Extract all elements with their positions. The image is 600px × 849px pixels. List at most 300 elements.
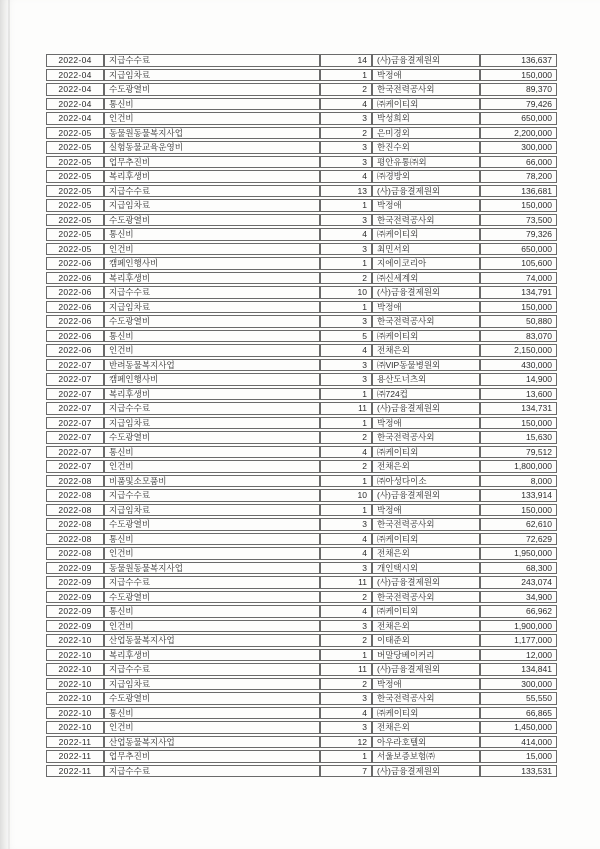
table-row [46,257,557,270]
cell-category: 업무추진비 [104,750,320,763]
table-row [46,692,557,705]
cell-month: 2022-04 [46,69,104,82]
cell-count: 11 [320,663,372,676]
cell-count: 5 [320,330,372,343]
cell-category: 수도광열비 [104,431,320,444]
cell-payee: 전채은외 [372,721,480,734]
cell-month: 2022-10 [46,663,104,676]
cell-count: 3 [320,692,372,705]
cell-count: 1 [320,417,372,430]
cell-amount: 66,000 [480,156,557,169]
cell-category: 동물원동물복지사업 [104,127,320,140]
cell-category: 인건비 [104,243,320,256]
cell-amount: 62,610 [480,518,557,531]
cell-payee: (사)금융결제원외 [372,663,480,676]
cell-category: 지급수수료 [104,765,320,778]
cell-month: 2022-07 [46,460,104,473]
cell-category: 통신비 [104,98,320,111]
cell-amount: 650,000 [480,112,557,125]
cell-category: 지급수수료 [104,489,320,502]
cell-month: 2022-06 [46,344,104,357]
cell-amount: 243,074 [480,576,557,589]
cell-payee: 전채은외 [372,344,480,357]
cell-month: 2022-04 [46,112,104,125]
cell-category: 지급수수료 [104,286,320,299]
cell-count: 4 [320,533,372,546]
cell-category: 산업동물복지사업 [104,634,320,647]
table-row [46,620,557,633]
cell-category: 수도광열비 [104,83,320,96]
cell-category: 인건비 [104,112,320,125]
cell-amount: 136,681 [480,185,557,198]
table-row [46,634,557,647]
table-row [46,678,557,691]
expense-ledger-table [46,52,557,779]
cell-count: 1 [320,388,372,401]
cell-category: 지급수수료 [104,54,320,67]
cell-count: 4 [320,170,372,183]
cell-count: 13 [320,185,372,198]
cell-count: 2 [320,83,372,96]
cell-payee: ㈜아성다이소 [372,475,480,488]
cell-payee: 한국전력공사외 [372,431,480,444]
cell-month: 2022-06 [46,330,104,343]
cell-amount: 150,000 [480,504,557,517]
table-row [46,272,557,285]
table-row [46,228,557,241]
cell-count: 1 [320,649,372,662]
cell-month: 2022-05 [46,228,104,241]
cell-month: 2022-10 [46,692,104,705]
cell-count: 4 [320,344,372,357]
cell-month: 2022-08 [46,547,104,560]
cell-payee: 용산도너츠외 [372,373,480,386]
table-row [46,649,557,662]
cell-amount: 15,630 [480,431,557,444]
cell-amount: 2,200,000 [480,127,557,140]
cell-payee: 한국전력공사외 [372,692,480,705]
cell-count: 1 [320,301,372,314]
cell-count: 2 [320,460,372,473]
cell-category: 캠페인행사비 [104,257,320,270]
cell-amount: 1,900,000 [480,620,557,633]
cell-category: 수도광열비 [104,692,320,705]
cell-payee: ㈜케이티외 [372,330,480,343]
cell-count: 1 [320,257,372,270]
cell-category: 지급수수료 [104,663,320,676]
cell-amount: 66,962 [480,605,557,618]
table-row [46,518,557,531]
table-row [46,605,557,618]
cell-amount: 134,731 [480,402,557,415]
cell-count: 1 [320,199,372,212]
table-row [46,170,557,183]
table-row [46,388,557,401]
cell-payee: ㈜724컵 [372,388,480,401]
table-row [46,591,557,604]
cell-category: 수도광열비 [104,518,320,531]
cell-month: 2022-11 [46,750,104,763]
cell-month: 2022-11 [46,765,104,778]
cell-amount: 34,900 [480,591,557,604]
cell-month: 2022-09 [46,620,104,633]
cell-count: 4 [320,707,372,720]
cell-category: 산업동물복지사업 [104,736,320,749]
cell-payee: 아우라호텔외 [372,736,480,749]
cell-payee: 박정애 [372,301,480,314]
table-row [46,301,557,314]
cell-month: 2022-11 [46,736,104,749]
cell-amount: 134,791 [480,286,557,299]
cell-payee: 전채은외 [372,547,480,560]
cell-amount: 8,000 [480,475,557,488]
cell-month: 2022-07 [46,431,104,444]
table-row [46,576,557,589]
cell-count: 12 [320,736,372,749]
table-row [46,460,557,473]
cell-category: 복리후생비 [104,170,320,183]
table-row [46,562,557,575]
cell-amount: 15,000 [480,750,557,763]
cell-amount: 79,426 [480,98,557,111]
cell-category: 실험동물교육운영비 [104,141,320,154]
cell-amount: 89,370 [480,83,557,96]
cell-payee: ㈜경방외 [372,170,480,183]
cell-payee: 박정애 [372,678,480,691]
cell-category: 복리후생비 [104,649,320,662]
cell-payee: 한진수외 [372,141,480,154]
cell-month: 2022-10 [46,721,104,734]
table-row [46,286,557,299]
cell-category: 수도광열비 [104,214,320,227]
cell-category: 지급임차료 [104,69,320,82]
cell-amount: 13,600 [480,388,557,401]
cell-amount: 414,000 [480,736,557,749]
table-row [46,547,557,560]
cell-count: 7 [320,765,372,778]
cell-month: 2022-06 [46,257,104,270]
cell-count: 3 [320,243,372,256]
cell-amount: 150,000 [480,301,557,314]
table-row [46,721,557,734]
cell-payee: 박성희외 [372,112,480,125]
cell-count: 3 [320,562,372,575]
cell-month: 2022-09 [46,605,104,618]
cell-payee: ㈜VIP동물병원외 [372,359,480,372]
cell-payee: 개인택시외 [372,562,480,575]
table-row [46,141,557,154]
cell-month: 2022-10 [46,707,104,720]
cell-count: 4 [320,228,372,241]
cell-payee: 한국전력공사외 [372,214,480,227]
cell-payee: (사)금융결제원외 [372,765,480,778]
cell-payee: 한국전력공사외 [372,518,480,531]
table-row [46,98,557,111]
cell-category: 수도광열비 [104,591,320,604]
cell-category: 수도광열비 [104,315,320,328]
cell-amount: 134,841 [480,663,557,676]
cell-month: 2022-05 [46,214,104,227]
cell-category: 반려동물복지사업 [104,359,320,372]
table-row [46,663,557,676]
cell-payee: ㈜케이티외 [372,605,480,618]
table-row [46,489,557,502]
table-row [46,156,557,169]
cell-payee: 한국전력공사외 [372,83,480,96]
cell-count: 4 [320,547,372,560]
cell-amount: 150,000 [480,199,557,212]
cell-count: 3 [320,315,372,328]
cell-category: 지급임차료 [104,417,320,430]
cell-category: 지급수수료 [104,185,320,198]
table-row [46,765,557,778]
cell-month: 2022-05 [46,141,104,154]
cell-amount: 68,300 [480,562,557,575]
cell-amount: 83,070 [480,330,557,343]
cell-month: 2022-09 [46,562,104,575]
table-row [46,243,557,256]
cell-payee: ㈜신세계외 [372,272,480,285]
cell-amount: 105,600 [480,257,557,270]
table-row [46,315,557,328]
cell-count: 11 [320,402,372,415]
table-row [46,359,557,372]
cell-month: 2022-07 [46,402,104,415]
table-row [46,330,557,343]
cell-count: 3 [320,214,372,227]
cell-payee: 서울보증보험㈜ [372,750,480,763]
cell-amount: 50,880 [480,315,557,328]
cell-month: 2022-05 [46,243,104,256]
cell-count: 1 [320,750,372,763]
cell-amount: 300,000 [480,678,557,691]
cell-month: 2022-05 [46,185,104,198]
cell-category: 지급임차료 [104,678,320,691]
cell-payee: 이태준외 [372,634,480,647]
cell-count: 2 [320,678,372,691]
cell-payee: 전채은외 [372,620,480,633]
cell-amount: 150,000 [480,417,557,430]
cell-category: 인건비 [104,460,320,473]
cell-category: 지급수수료 [104,402,320,415]
cell-payee: (사)금융결제원외 [372,402,480,415]
cell-amount: 150,000 [480,69,557,82]
table-row [46,504,557,517]
cell-payee: 지에이코리아 [372,257,480,270]
cell-count: 11 [320,576,372,589]
cell-category: 인건비 [104,721,320,734]
cell-amount: 74,000 [480,272,557,285]
cell-count: 2 [320,431,372,444]
table-row [46,214,557,227]
table-row [46,402,557,415]
cell-count: 3 [320,721,372,734]
cell-payee: 은미경외 [372,127,480,140]
cell-month: 2022-09 [46,576,104,589]
cell-payee: ㈜케이티외 [372,228,480,241]
cell-count: 10 [320,489,372,502]
table-row [46,344,557,357]
cell-month: 2022-08 [46,533,104,546]
cell-month: 2022-05 [46,127,104,140]
cell-category: 지급임차료 [104,199,320,212]
cell-amount: 78,200 [480,170,557,183]
table-row [46,373,557,386]
cell-count: 3 [320,620,372,633]
cell-payee: (사)금융결제원외 [372,54,480,67]
cell-amount: 1,950,000 [480,547,557,560]
cell-category: 통신비 [104,533,320,546]
table-row [46,736,557,749]
cell-month: 2022-08 [46,518,104,531]
cell-amount: 12,000 [480,649,557,662]
cell-payee: (사)금융결제원외 [372,489,480,502]
cell-payee: 버말당베이커리 [372,649,480,662]
cell-month: 2022-06 [46,315,104,328]
cell-month: 2022-10 [46,634,104,647]
cell-category: 캠페인행사비 [104,373,320,386]
cell-payee: ㈜케이티외 [372,707,480,720]
cell-payee: 한국전력공사외 [372,591,480,604]
table-row [46,127,557,140]
table-row [46,69,557,82]
cell-payee: 평안유통㈜외 [372,156,480,169]
cell-payee: ㈜케이티외 [372,533,480,546]
cell-month: 2022-10 [46,649,104,662]
table-row [46,431,557,444]
cell-category: 동물원동물복지사업 [104,562,320,575]
cell-payee: ㈜케이티외 [372,98,480,111]
table-row [46,112,557,125]
cell-payee: 한국전력공사외 [372,315,480,328]
cell-amount: 2,150,000 [480,344,557,357]
cell-amount: 133,531 [480,765,557,778]
cell-category: 비품및소모품비 [104,475,320,488]
cell-month: 2022-05 [46,156,104,169]
cell-amount: 14,900 [480,373,557,386]
cell-month: 2022-09 [46,591,104,604]
cell-payee: (사)금융결제원외 [372,185,480,198]
cell-month: 2022-10 [46,678,104,691]
table-row [46,475,557,488]
cell-amount: 66,865 [480,707,557,720]
cell-count: 2 [320,272,372,285]
cell-month: 2022-07 [46,388,104,401]
cell-category: 지급임차료 [104,301,320,314]
cell-month: 2022-04 [46,54,104,67]
cell-count: 3 [320,518,372,531]
cell-count: 14 [320,54,372,67]
table-row [46,417,557,430]
cell-count: 4 [320,605,372,618]
cell-month: 2022-07 [46,417,104,430]
cell-category: 통신비 [104,707,320,720]
cell-payee: 전채은외 [372,460,480,473]
cell-month: 2022-07 [46,446,104,459]
cell-count: 4 [320,446,372,459]
cell-amount: 73,500 [480,214,557,227]
cell-payee: 박정애 [372,417,480,430]
cell-category: 지급임차료 [104,504,320,517]
cell-category: 인건비 [104,620,320,633]
cell-count: 3 [320,373,372,386]
cell-count: 1 [320,69,372,82]
table-row [46,54,557,67]
cell-count: 2 [320,634,372,647]
table-row [46,533,557,546]
cell-count: 3 [320,359,372,372]
cell-amount: 55,550 [480,692,557,705]
cell-category: 통신비 [104,446,320,459]
cell-month: 2022-04 [46,83,104,96]
cell-count: 4 [320,98,372,111]
cell-category: 인건비 [104,547,320,560]
cell-payee: 박정애 [372,199,480,212]
cell-month: 2022-07 [46,359,104,372]
cell-count: 1 [320,475,372,488]
cell-amount: 650,000 [480,243,557,256]
cell-amount: 136,637 [480,54,557,67]
cell-count: 2 [320,591,372,604]
cell-month: 2022-04 [46,98,104,111]
cell-month: 2022-06 [46,272,104,285]
cell-amount: 1,177,000 [480,634,557,647]
cell-month: 2022-08 [46,475,104,488]
cell-category: 지급수수료 [104,576,320,589]
cell-payee: 최민서외 [372,243,480,256]
table-row [46,707,557,720]
table-row [46,185,557,198]
cell-payee: 박정애 [372,504,480,517]
cell-payee: ㈜케이티외 [372,446,480,459]
table-row [46,750,557,763]
cell-amount: 1,800,000 [480,460,557,473]
cell-amount: 133,914 [480,489,557,502]
cell-category: 통신비 [104,330,320,343]
cell-month: 2022-05 [46,199,104,212]
cell-count: 2 [320,127,372,140]
cell-count: 3 [320,141,372,154]
cell-category: 복리후생비 [104,272,320,285]
cell-month: 2022-06 [46,301,104,314]
cell-amount: 300,000 [480,141,557,154]
cell-category: 인건비 [104,344,320,357]
cell-month: 2022-08 [46,489,104,502]
cell-count: 10 [320,286,372,299]
cell-month: 2022-05 [46,170,104,183]
cell-amount: 79,512 [480,446,557,459]
cell-count: 3 [320,112,372,125]
table-row [46,446,557,459]
cell-amount: 79,326 [480,228,557,241]
cell-count: 3 [320,156,372,169]
cell-month: 2022-07 [46,373,104,386]
cell-payee: (사)금융결제원외 [372,286,480,299]
cell-amount: 1,450,000 [480,721,557,734]
cell-month: 2022-06 [46,286,104,299]
expense-ledger-body [46,54,557,777]
cell-category: 통신비 [104,228,320,241]
cell-count: 1 [320,504,372,517]
cell-amount: 430,000 [480,359,557,372]
table-row [46,199,557,212]
cell-month: 2022-08 [46,504,104,517]
cell-category: 복리후생비 [104,388,320,401]
scan-edge-artifact [8,0,10,849]
table-row [46,83,557,96]
cell-payee: (사)금융결제원외 [372,576,480,589]
cell-category: 업무추진비 [104,156,320,169]
